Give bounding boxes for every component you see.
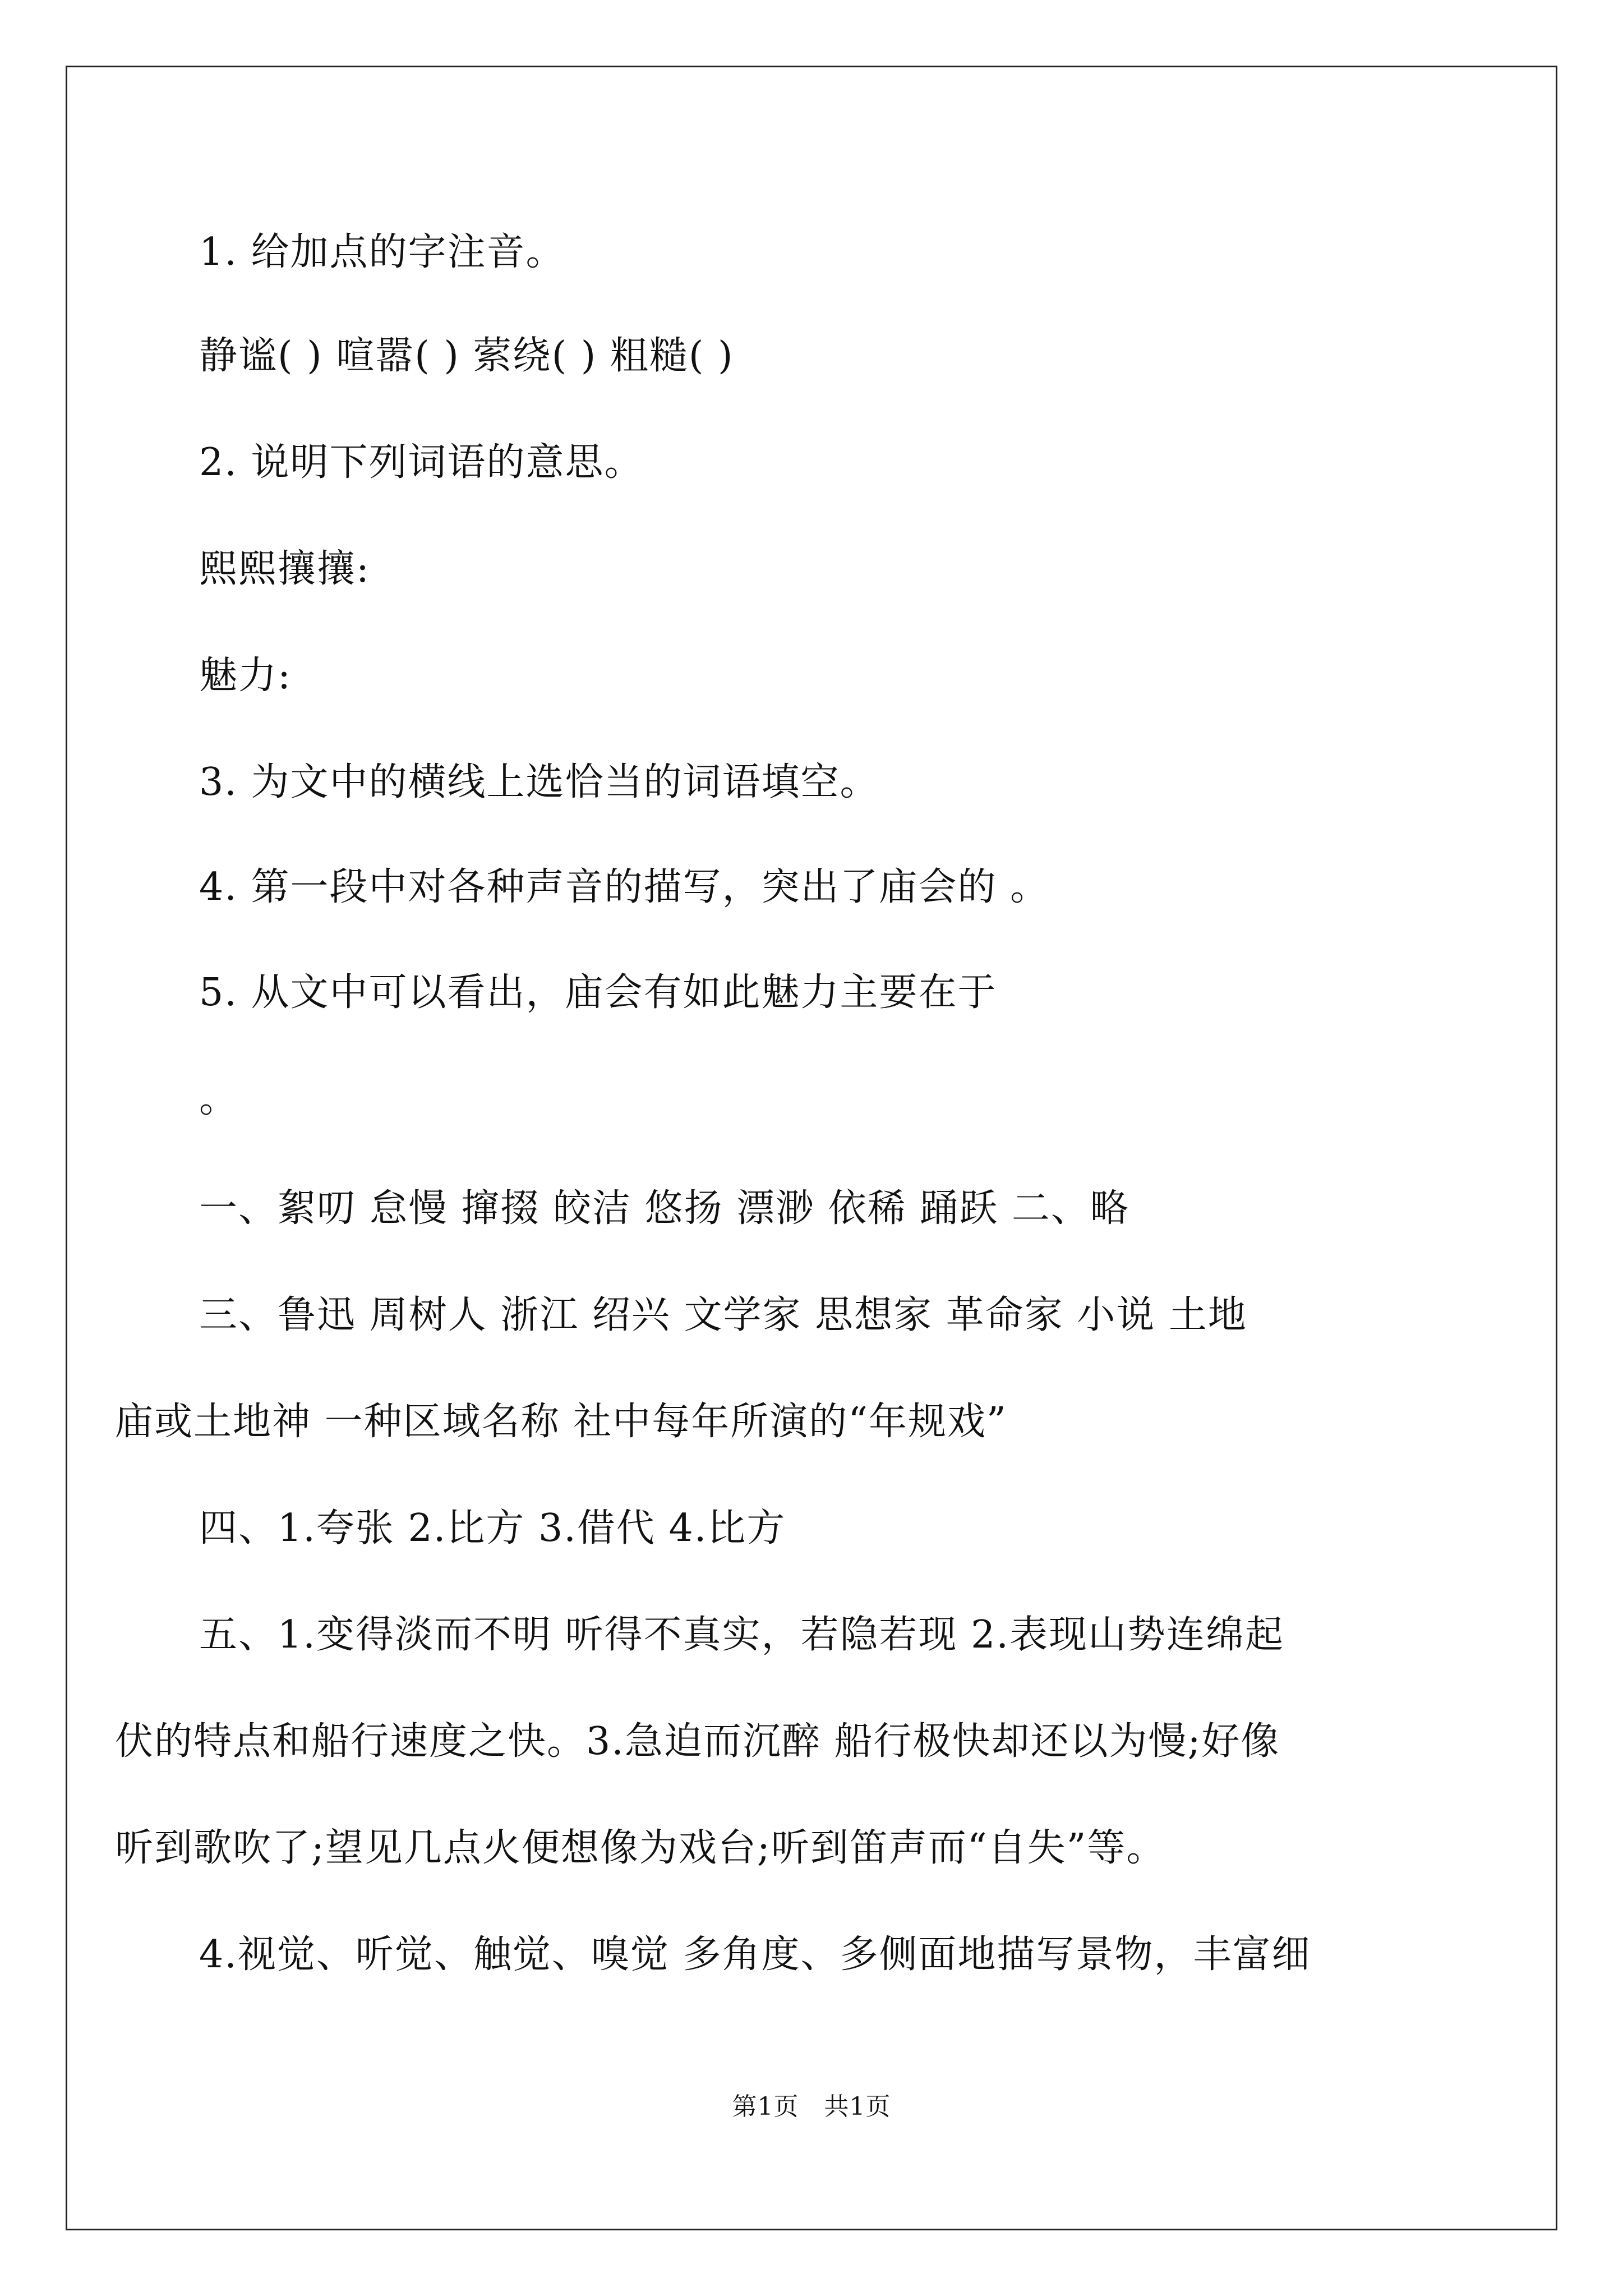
- question-5: 5. 从文中可以看出，庙会有如此魅力主要在于: [199, 970, 997, 1015]
- question-1-words: 静谧( ) 喧嚣( ) 萦绕( ) 粗糙( ): [199, 334, 734, 378]
- question-2: 2. 说明下列词语的意思。: [199, 440, 644, 485]
- page-border: [66, 66, 1557, 2230]
- answer-5-continued-2: 听到歌吹了;望见几点火便想像为戏台;听到笛声而“自失”等。: [115, 1826, 1166, 1870]
- answer-5: 五、1.变得淡而不明 听得不真实，若隐若现 2.表现山势连绵起: [199, 1613, 1284, 1657]
- answer-3: 三、鲁迅 周树人 浙江 绍兴 文学家 思想家 革命家 小说 土地: [199, 1293, 1247, 1337]
- question-2-item-1: 熙熙攘攘:: [199, 547, 370, 591]
- question-3: 3. 为文中的横线上选恰当的词语填空。: [199, 760, 879, 804]
- question-4: 4. 第一段中对各种声音的描写，突出了庙会的 。: [199, 865, 1050, 909]
- answer-4: 四、1.夸张 2.比方 3.借代 4.比方: [199, 1506, 786, 1550]
- answer-5-continued-1: 伏的特点和船行速度之快。3.急迫而沉醉 船行极快却还以为慢;好像: [115, 1719, 1280, 1764]
- answer-1: 一、絮叨 怠慢 撺掇 皎洁 悠扬 漂渺 依稀 踊跃 二、略: [199, 1186, 1129, 1231]
- answer-3-continued: 庙或土地神 一种区域名称 社中每年所演的“年规戏”: [115, 1400, 1007, 1444]
- page-footer: 第1页 共1页: [732, 2092, 891, 2121]
- question-5-end: 。: [199, 1077, 239, 1121]
- answer-5-item-4: 4.视觉、听觉、触觉、嗅觉 多角度、多侧面地描写景物，丰富细: [199, 1932, 1311, 1977]
- question-2-item-2: 魅力:: [199, 654, 292, 698]
- question-1: 1. 给加点的字注音。: [199, 230, 565, 274]
